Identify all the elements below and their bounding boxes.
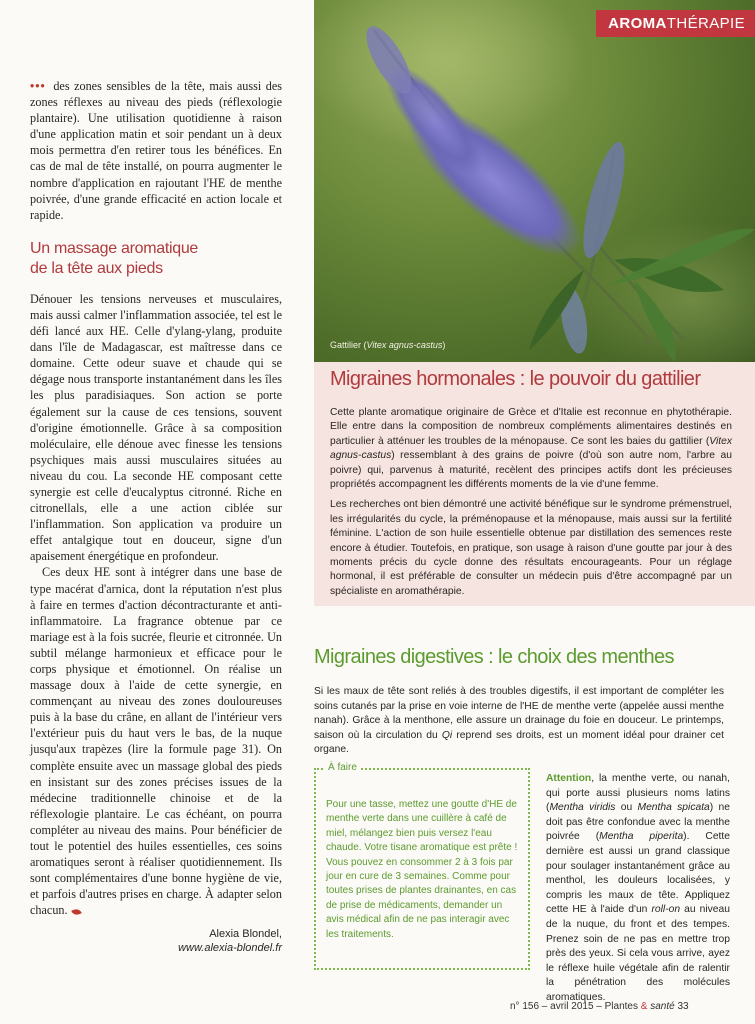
box-paragraph-2: Les recherches ont bien démontré une activité bénéfique sur le syndrome prémenstruel, les irrégularités du cycle, la préménopause et la ménopause, mais aussi sur la fertilité féminine. L'action de son huile essentielle obtenue par distillation des semences reste encore à étudier. Toutefois, en pratique, son usage à raison d'une goutte par jour à des moments précis du cycle donne des résultats encourageants. Pour un réglage hormonal, il est préférable de consulter un médecin puis d'être accompagné par un spécialiste en aromathérapie. <box>330 499 732 597</box>
page-footer: n° 156 – avril 2015 – Plantes & santé 33 <box>510 1001 689 1012</box>
attention-note: Attention, la menthe verte, ou nanah, qui porte aussi plusieurs noms latins (Mentha viridis ou Mentha spicata) ne doit pas être confondue avec la menthe poivrée (Mentha piperita). Cette dernière est aussi un grand classique pour soulager instantanément grâce au menthol, les douleurs localisées, y compris les maux de tête. Appliquez cette HE à l'aide d'un roll-on au niveau de la nuque, du front et des tempes. Prenez soin de ne pas en mettre trop près des yeux. Si cela vous arrive, ayez le réflexe huile végétale afin de ralentir la pénétration des molécules aromatiques. <box>546 773 730 1003</box>
box-paragraph-1: Cette plante aromatique originaire de Grèce et d'Italie est reconnue en phytothérapie. Elle entre dans la composition de nombreux compléments alimentaires destinés en particulier à atténuer les troubles de la ménopause. Ce sont les baies du gattilier (Vitex agnus-castus) ressemblant à des grains de poivre (d'où son autre nom, l'arbre au poivre) qui, parvenus à maturité, recèlent des principes actifs dont les précieuses propriétés accompagnent les différents moments de la vie d'une femme. <box>330 407 732 491</box>
digestive-migraines-title: Migraines digestives : le choix des menthes <box>314 646 674 668</box>
box-text <box>330 406 732 605</box>
leaf-end-icon <box>71 907 82 916</box>
digestive-migraines-text: Si les maux de tête sont reliés à des troubles digestifs, il est important de compléter les soins cutanés par la prise en voie interne de l'HE de menthe verte (appelée aussi menthe nanah). Grâce à la menthone, elle assure un drainage du foie en douceur. Le printemps, saison où la circulation du Qi reprend ses droits, est un moment idéal pour drainer cet organe. <box>314 686 724 756</box>
box-title: Migraines hormonales : le pouvoir du gattilier <box>330 368 701 390</box>
plant-illustration <box>314 0 755 362</box>
body-paragraph-1: Dénouer les tensions nerveuses et musculaires, mais aussi calmer l'inflammation associée, tel est le défi lancé aux HE. Celle d'ylang-ylang, produite dans l'île de Madagascar, est maîtresse dans ce domaine. Cette odeur suave et chaude qui se dégage nous transporte instantanément dans les îles les plus paradisiaques. Son action se porte également sur la cause de ces tensions, souvent d'origine émotionnelle. Grâce à sa composition moléculaire, elle dénoue avec finesse les tensions psychiques mais aussi musculaires situées au niveau du cou. La seconde HE composant cette synergie est celle d'eucalyptus citronné. Riche en citronellals, elle a une action ciblée sur l'inflammation. Son application va produire un effet antalgique tout en douceur, signe d'un apaisement énergétique en profondeur. <box>30 291 282 564</box>
intro-paragraph: ••• des zones sensibles de la tête, mais aussi des zones réflexes au niveau des pieds (réflexologie plantaire). Une utilisation quotidienne à raison d'une application matin et soir pendant un à deux mois permettra d'en retirer tous les bénéfices. En cas de mal de tête installé, on pourra augmenter le nombre d'application en rajoutant l'HE de menthe poivrée, d'une grande efficacité en action locale et rapide. <box>30 79 282 222</box>
a-faire-text: Pour une tasse, mettez une goutte d'HE de menthe verte dans une cuillère à café de miel, mélangez bien puis versez l'eau chaude. Votre tisane aromatique est prête ! Vous pouvez en consommer 2 à 3 fois par jour en cure de 3 semaines. Comme pour toutes prises de plantes drainantes, en cas de prise de médicaments, demander un avis médical afin de ne pas interagir avec les traitements. <box>326 799 518 940</box>
continuation-marker: ••• <box>30 79 46 93</box>
a-faire-box <box>314 762 530 970</box>
author-name: Alexia Blondel, <box>209 927 282 940</box>
attention-label: Attention <box>546 773 592 784</box>
photo-caption: Gattilier (Vitex agnus-castus) <box>330 340 446 350</box>
body-paragraph-2: Ces deux HE sont à intégrer dans une base de type macérat d'arnica, dont la réputation n'est plus à faire en termes d'action décontracturante et anti-inflammatoire. La fragrance obtenue par ce mariage est à la fois sucrée, fleurie et citronnée. Un subtil mélange harmonieux et efficace pour le corps physique et émotionnel. On réalise un massage doux à l'aide de cette synergie, en commençant au niveau des zones douloureuses puis à la base du crâne, en allant de l'intérieur vers l'extérieur puis du haut vers le bas, de la nuque jusqu'aux trapèzes (lire la formule page 31). On complète ensuite avec un massage global des pieds en insistant sur des zones précises issues de la médecine traditionnelle chinoise et de la réflexologie plantaire. Le cas échéant, on pourra compléter au niveau des mains. Pour bénéficier de tout le potentiel des huiles essentielles, ces soins aromatiques seront à réaliser quotidiennement. Ils sont complémentaires d'une bonne hygiène de vie, et parfois d'autres prises en charge. À adapter selon chacun. <box>30 565 282 918</box>
a-faire-label: À faire <box>324 762 361 773</box>
gattilier-photo <box>314 0 755 362</box>
left-column <box>30 78 282 955</box>
hormonal-migraines-box <box>314 362 755 606</box>
author-website[interactable]: www.alexia-blondel.fr <box>178 941 282 954</box>
section-tag: AROMATHÉRAPIE <box>596 10 755 37</box>
author-signature <box>30 927 282 955</box>
section-heading: Un massage aromatique de la tête aux pieds <box>30 239 199 277</box>
